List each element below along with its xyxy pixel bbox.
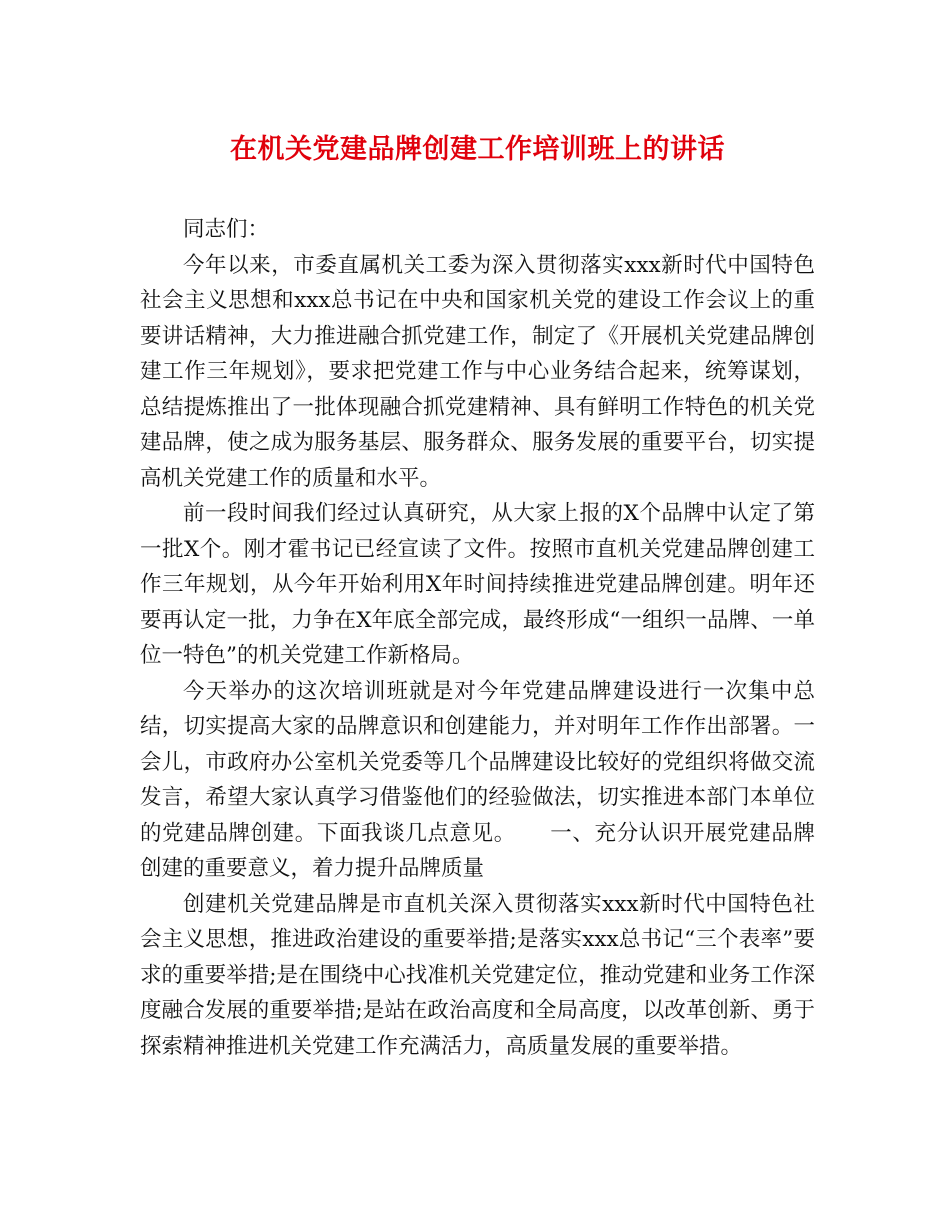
- document-title: 在机关党建品牌创建工作培训班上的讲话: [230, 134, 725, 165]
- paragraph-4: 创建机关党建品牌是市直机关深入贯彻落实xxx新时代中国特色社会主义思想，推进政治建设的重要举措;是落实xxx总书记“三个表率”要求的重要举措;是在围绕中心找准机关党建定位，推动党建和业务工作深度融合发展的重要举措;是站在政治高度和全局高度，以改革创新、勇于探索精神推进机关党建工作充满活力，高质量发展的重要举措。: [140, 891, 815, 1059]
- paragraph-3: [140, 674, 815, 887]
- document-page: [140, 128, 815, 1064]
- paragraph-2: 前一段时间我们经过认真研究，从大家上报的X个品牌中认定了第一批X个。刚才霍书记已经宣读了文件。按照市直机关党建品牌创建工作三年规划，从今年开始利用X年时间持续推进党建品牌创建。明年还要再认定一批，力争在X年底全部完成，最终形成“一组织一品牌、一单位一特色”的机关党建工作新格局。: [140, 501, 815, 668]
- section-heading-1: 一、充分认识开展党建品牌创建的重要意义，着力提升品牌质量: [140, 820, 815, 881]
- salutation: 同志们：: [183, 217, 270, 242]
- document-body: [140, 212, 815, 1064]
- paragraph-3-text: 今天举办的这次培训班就是对今年党建品牌建设进行一次集中总结，切实提高大家的品牌意识和创建能力，并对明年工作作出部署。一会儿，市政府办公室机关党委等几个品牌建设比较好的党组织将做交流发言，希望大家认真学习借鉴他们的经验做法，切实推进本部门本单位的党建品牌创建。下面我谈几点意见。: [140, 678, 815, 846]
- paragraph-1: 今年以来，市委直属机关工委为深入贯彻落实xxx新时代中国特色社会主义思想和xxx总书记在中央和国家机关党的建设工作会议上的重要讲话精神，大力推进融合抓党建工作，制定了《开展机关党建品牌创建工作三年规划》，要求把党建工作与中心业务结合起来，统筹谋划，总结提炼推出了一批体现融合抓党建精神、具有鲜明工作特色的机关党建品牌，使之成为服务基层、服务群众、服务发展的重要平台，切实提高机关党建工作的质量和水平。: [140, 252, 815, 491]
